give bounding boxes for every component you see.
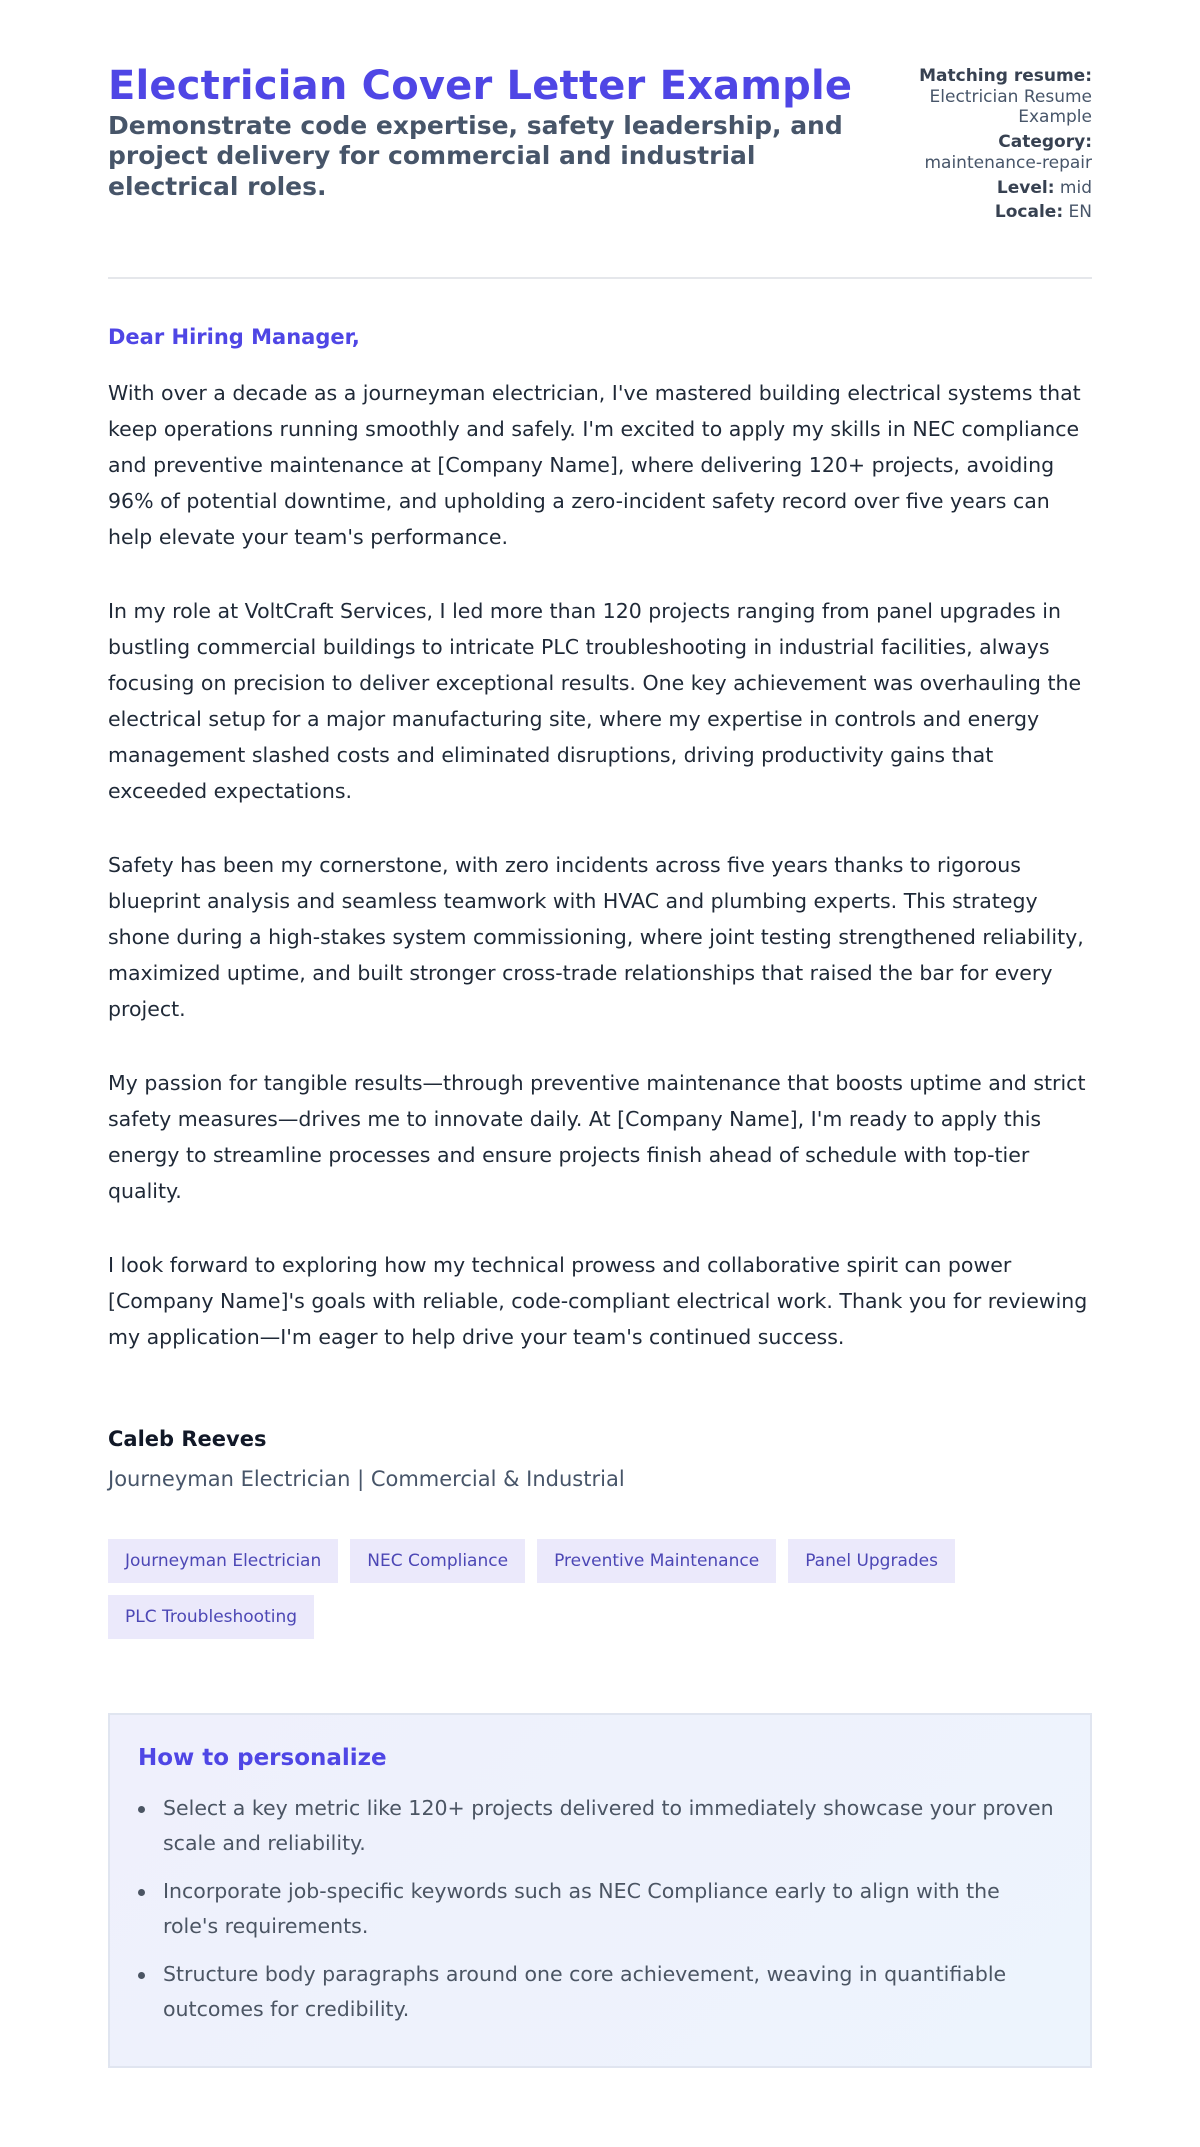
skill-tag: Panel Upgrades — [788, 1539, 955, 1583]
meta-level-label: Level: — [996, 177, 1055, 198]
signature-title: Journeyman Electrician | Commercial & Industrial — [108, 1467, 625, 1492]
letter-paragraph: In my role at VoltCraft Services, I led more than 120 projects ranging from panel upgrades in bustling commercial buildings to intricate PLC troubleshooting in industrial facilities, always focusing on precision to deliver exceptional results. One key achievement was overhauling the electrical setup for a major manufacturing site, where my expertise in controls and energy management slashed costs and eliminated disruptions, driving productivity gains that exceeded expectations. — [108, 599, 1082, 804]
tips-title: How to personalize — [138, 1745, 387, 1772]
tips-item-text: Structure body paragraphs around one core achievement, weaving in quantifiable outcomes for credibility. — [163, 1962, 1007, 2022]
bullet-icon — [138, 1806, 145, 1813]
skill-tag: PLC Troubleshooting — [108, 1595, 314, 1639]
letter-paragraph: Safety has been my cornerstone, with zero incidents across five years thanks to rigorous blueprint analysis and seamless teamwork with HVAC and plumbing experts. This strategy shone during a high-stakes system commissioning, where joint testing strengthened reliability, maximized uptime, and built stronger cross-trade relationships that raised the bar for every project. — [108, 853, 1084, 1022]
meta-locale — [872, 202, 1092, 223]
meta-category-value: maintenance-repair — [924, 152, 1092, 173]
tips-item-text: Incorporate job-specific keywords such as NEC Compliance early to align with the role's requirements. — [163, 1879, 1000, 1939]
meta-matching-resume-label: Matching resume: — [919, 66, 1092, 86]
meta-category-label: Category: — [998, 132, 1092, 153]
letter-paragraph: With over a decade as a journeyman electrician, I've mastered building electrical systems that keep operations running smoothly and safely. I'm excited to apply my skills in NEC compliance and preventive maintenance at [Company Name], where delivering 120+ projects, avoiding 96% of potential downtime, and upholding a zero-incident safety record over five years can help elevate your team's performance. — [108, 381, 1081, 550]
meta-locale-value: EN — [1068, 202, 1092, 223]
signature-name: Caleb Reeves — [108, 1427, 267, 1452]
tips-item — [138, 1874, 1060, 1944]
letter-body — [108, 279, 1092, 1355]
bullet-icon — [138, 1889, 145, 1896]
salutation: Dear Hiring Manager, — [108, 325, 360, 350]
meta-locale-label: Locale: — [994, 202, 1064, 223]
tips-item — [138, 1791, 1060, 1861]
meta-matching-resume — [872, 66, 1092, 128]
header-titles — [108, 64, 868, 202]
letter-paragraph: I look forward to exploring how my technical prowess and collaborative spirit can power [Company Name]'s goals with reliable, code-compliant electrical work. Thank you for reviewing my application—I'm eager to help drive your team's continued success. — [108, 1253, 1088, 1350]
letter-paragraph: My passion for tangible results—through preventive maintenance that boosts uptime and strict safety measures—drives me to innovate daily. At [Company Name], I'm ready to apply this energy to streamline processes and ensure projects finish ahead of schedule with top-tier quality. — [108, 1071, 1086, 1204]
skill-tag: NEC Compliance — [350, 1539, 525, 1583]
skill-tags — [108, 1539, 1008, 1639]
page-subtitle: Demonstrate code expertise, safety leadership, and project delivery for commercial and industrial electrical roles. — [108, 110, 843, 201]
meta-level — [872, 178, 1092, 199]
personalize-tips-box — [108, 1713, 1092, 2068]
skill-tag: Preventive Maintenance — [537, 1539, 776, 1583]
meta-matching-resume-value: Electrician Resume Example — [929, 86, 1092, 128]
meta-panel — [872, 66, 1092, 227]
tips-list — [138, 1791, 1060, 2027]
meta-level-value: mid — [1059, 177, 1092, 198]
signature-block — [108, 1427, 1092, 1491]
skill-tag: Journeyman Electrician — [108, 1539, 338, 1583]
tips-item — [138, 1957, 1060, 2027]
tips-item-text: Select a key metric like 120+ projects delivered to immediately showcase your proven scale and reliability. — [163, 1796, 1054, 1856]
meta-category — [872, 132, 1092, 173]
page-header — [108, 64, 1092, 279]
bullet-icon — [138, 1972, 145, 1979]
page-title: Electrician Cover Letter Example — [108, 63, 853, 109]
